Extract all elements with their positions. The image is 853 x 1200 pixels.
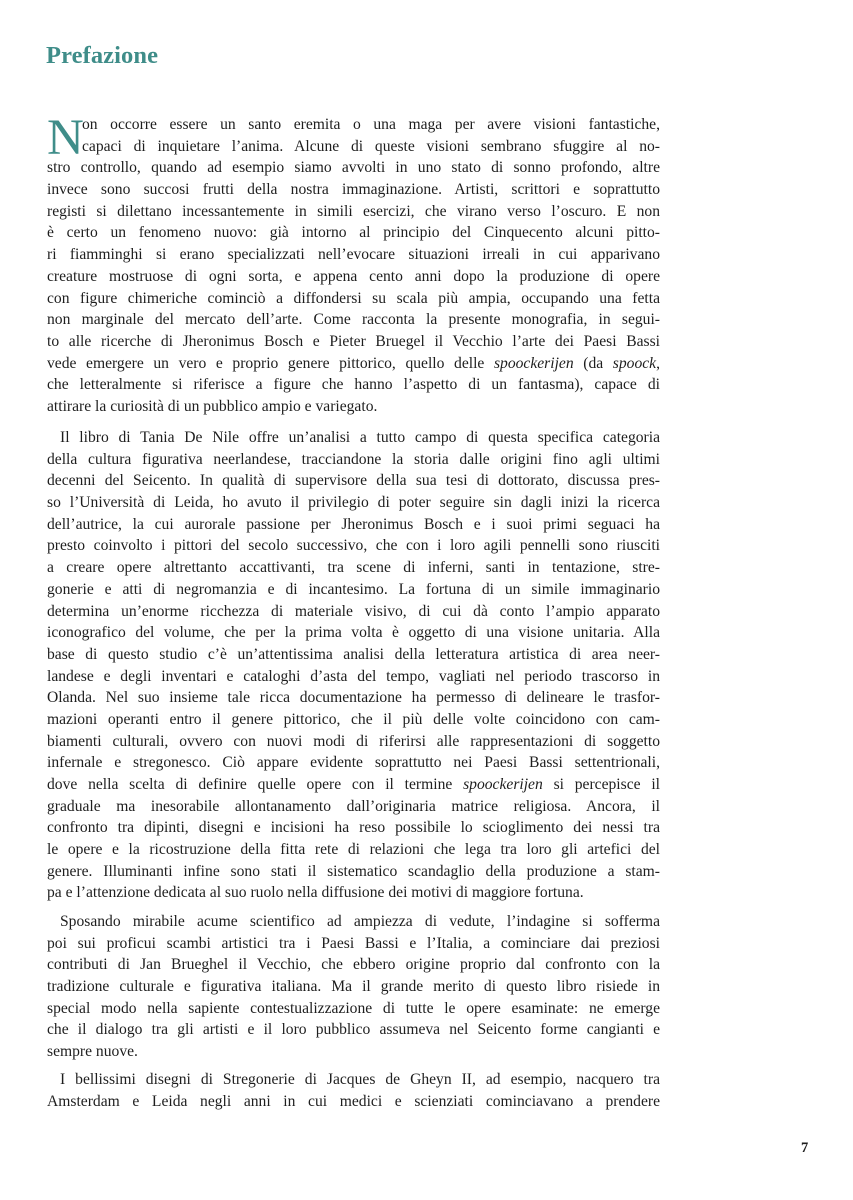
text-line: vede emergere un vero e proprio genere pittorico, quello delle spoockerijen (da spoock, (47, 354, 660, 372)
text-line: on occorre essere un santo eremita o una maga per avere visioni fantastiche, (82, 116, 660, 133)
text-line: dell’autrice, la cui aurorale passione per Jheronimus Bosch e i suoi primi seguaci ha (47, 515, 660, 533)
text-line: con figure chimeriche cominciò a diffondersi su scala più ampia, occupando una fetta (47, 289, 660, 307)
text-line: dove nella scelta di definire quelle opere con il termine spoockerijen si percepisce il (47, 776, 660, 793)
text-line: decenni del Seicento. In qualità di supervisore della sua tesi di dottorato, discussa pres- (47, 472, 660, 490)
text-line: che il dialogo tra gli artisti e il loro pubblico assumeva nel Seicento forme cangianti e (47, 1021, 660, 1039)
text-line: Sposando mirabile acume scientifico ad ampiezza di vedute, l’indagine si sofferma (60, 913, 660, 930)
page-title: Prefazione (46, 42, 159, 69)
text-line: contributi di Jan Brueghel il Vecchio, che ebbero origine proprio dal confronto con la (47, 956, 660, 974)
text-line: determina un’enorme ricchezza di materiale visivo, di cui dà conto l’ampio apparato (47, 602, 660, 620)
paragraph-2 (47, 427, 660, 904)
text-line: I bellissimi disegni di Stregonerie di Jacques de Gheyn II, ad esempio, nacquero tra (60, 1071, 660, 1088)
text-line: iconografico del volume, che per la prima volta è oggetto di una visione unitaria. Alla (47, 624, 660, 642)
page-number: 7 (801, 1140, 809, 1156)
text-line: a creare opere altrettanto accattivanti, tra scene di inferni, santi in tentazione, stre- (47, 559, 660, 577)
text-line: so l’Università di Leida, ho avuto il privilegio di poter seguire sin dagli inizi la ricerca (47, 494, 660, 512)
text-line: stro controllo, quando ad esempio siamo avvolti in uno stato di sonno profondo, altre (47, 159, 660, 177)
text-line: presto coinvolto i pittori del secolo successivo, che con i loro agili pennelli sono riusciti (47, 537, 660, 555)
drop-cap: N (47, 110, 84, 166)
text-line: gonerie e atti di negromanzia e di incantesimo. La fortuna di un simile immaginario (47, 580, 660, 598)
text-line: della cultura figurativa neerlandese, tracciandone la storia dalle origini fino agli ultimi (47, 450, 660, 468)
text-line: Olanda. Nel suo insieme tale ricca documentazione ha permesso di delineare le trasfor- (47, 689, 660, 707)
text-line: landese e degli inventari e cataloghi d’asta del tempo, vagliati nel periodo trascorso in (47, 667, 660, 685)
text-line: special modo nella sapiente contestualizzazione di tutte le opere esaminate: ne emerge (47, 999, 660, 1017)
text-line: poi sui proficui scambi artistici tra i Paesi Bassi e l’Italia, a cominciare dai preziosi (47, 934, 660, 952)
text-line: genere. Illuminanti infine sono stati il sistematico scandaglio della produzione a stam- (47, 862, 660, 880)
text-line: Il libro di Tania De Nile offre un’analisi a tutto campo di questa specifica categoria (60, 429, 660, 446)
paragraph-3 (47, 911, 660, 1063)
text-line: base di questo studio c’è un’attentissima analisi della letteratura artistica di area neer- (47, 645, 660, 663)
text-line: sempre nuove. (47, 1043, 138, 1061)
text-line: pa e l’attenzione dedicata al suo ruolo nella diffusione dei motivi di maggiore fortuna. (47, 884, 584, 902)
text-line: attirare la curiosità di un pubblico ampio e variegato. (47, 397, 378, 415)
text-line: creature mostruose di ogni sorta, e appena cento anni dopo la produzione di opere (47, 267, 660, 285)
text-line: to alle ricerche di Jheronimus Bosch e Pieter Bruegel il Vecchio l’arte dei Paesi Bassi (47, 332, 660, 350)
text-line: mazioni operanti entro il genere pittorico, che il più delle volte coincidono con cam- (47, 710, 660, 728)
text-line: capaci di inquietare l’anima. Alcune di queste visioni sembrano sfuggire al no- (82, 137, 660, 155)
text-line: non marginale del mercato dell’arte. Come racconta la presente monografia, in segui- (47, 311, 660, 329)
text-line: invece sono succosi frutti della nostra immaginazione. Artisti, scrittori e soprattutto (47, 181, 660, 199)
text-line: biamenti culturali, ovvero con nuovi modi di riferirsi alle rappresentazioni di soggetto (47, 732, 660, 750)
text-line: infernale e stregonesco. Ciò appare evidente soprattutto nei Paesi Bassi settentrionali, (47, 754, 660, 772)
text-line: Amsterdam e Leida negli anni in cui medici e scienziati cominciavano a prendere (47, 1092, 660, 1110)
text-line: le opere e la ricostruzione della fitta rete di relazioni che lega tra loro gli artefici del (47, 841, 660, 859)
text-line: registi si dilettano incessantemente in simili esercizi, che virano verso l’oscuro. E non (47, 202, 660, 220)
text-line: tradizione culturale e figurativa italiana. Ma il grande merito di questo libro risiede in (47, 978, 660, 996)
text-line: graduale ma inesorabile allontanamento dall’originaria matrice religiosa. Ancora, il (47, 797, 660, 815)
paragraph-1 (47, 110, 660, 418)
text-line: confronto tra dipinti, disegni e incisioni ha reso possibile lo scioglimento dei nessi tra (47, 819, 660, 837)
text-line: ri fiamminghi si erano specializzati nell’evocare situazioni irreali in cui apparivano (47, 246, 660, 264)
text-line: che letteralmente si riferisce a figure che hanno l’aspetto di un fantasma), capace di (47, 376, 660, 394)
text-line: è certo un fenomeno nuovo: già intorno al principio del Cinquecento alcuni pitto- (47, 224, 660, 242)
paragraph-4 (47, 1069, 660, 1112)
